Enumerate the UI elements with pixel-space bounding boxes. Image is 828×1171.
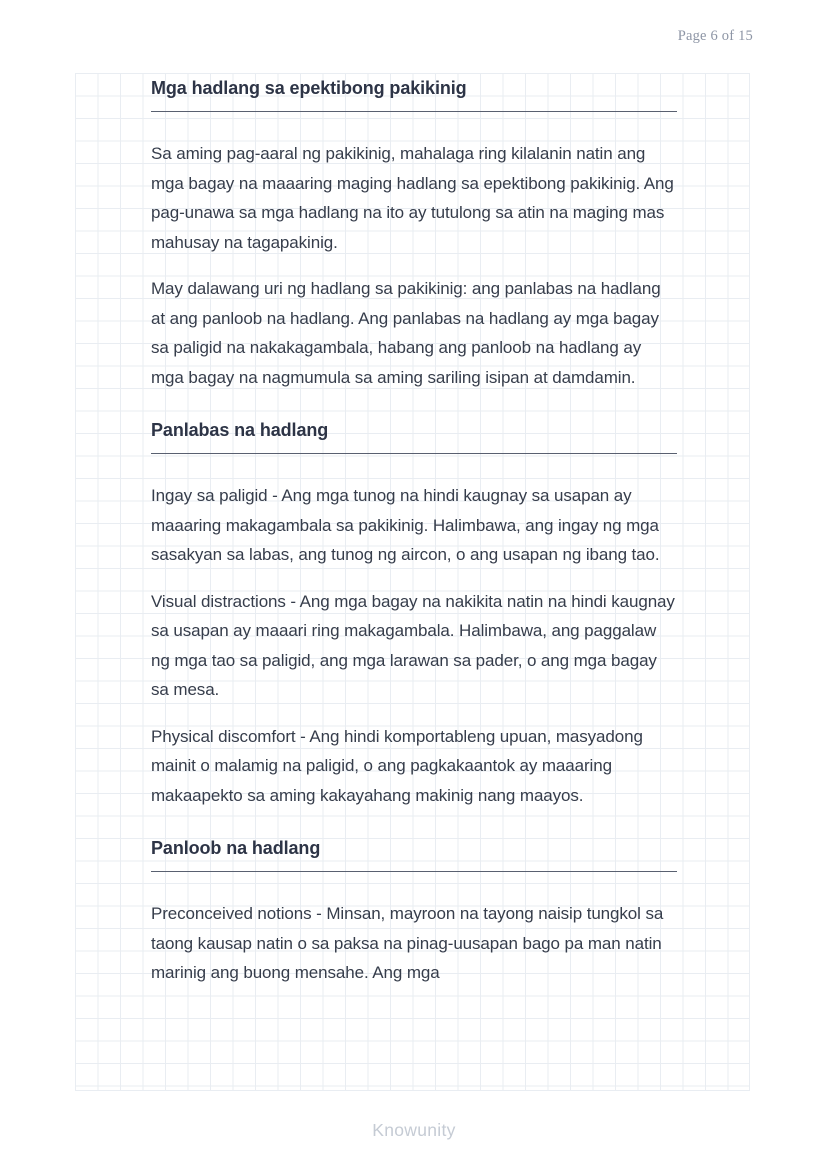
document-section-1: [151, 77, 677, 392]
section-heading: Panloob na hadlang: [151, 838, 321, 858]
heading-underline: [151, 111, 677, 112]
document-section-2: [151, 419, 677, 810]
heading-underline: [151, 453, 677, 454]
notebook-sheet: [75, 73, 750, 1091]
heading-underline: [151, 871, 677, 872]
knowunity-watermark: Knowunity: [372, 1120, 456, 1140]
body-paragraph: Sa aming pag-aaral ng pakikinig, mahalaga ring kilalanin natin ang mga bagay na maaaring maging hadlang sa epektibong pakikinig. Ang pag-unawa sa mga hadlang na ito ay tutulong sa atin na maging mas mahusay na tagapakinig.: [151, 144, 674, 252]
body-paragraph: May dalawang uri ng hadlang sa pakikinig: ang panlabas na hadlang at ang panloob na hadlang. Ang panlabas na hadlang ay mga bagay sa paligid na nakakagambala, habang ang panloob na hadlang ay mga bagay na nagmumula sa aming sariling isipan at damdamin.: [151, 279, 661, 387]
document-section-3: [151, 837, 677, 988]
section-heading: Panlabas na hadlang: [151, 420, 329, 440]
body-paragraph: Ingay sa paligid - Ang mga tunog na hindi kaugnay sa usapan ay maaaring makagambala sa pakikinig. Halimbawa, ang ingay ng mga sasakyan sa labas, ang tunog ng aircon, o ang usapan ng ibang tao.: [151, 486, 660, 564]
body-paragraph: Preconceived notions - Minsan, mayroon na tayong naisip tungkol sa taong kausap natin o sa paksa na pinag-uusapan bago pa man natin marinig ang buong mensahe. Ang mga: [151, 904, 664, 982]
section-heading: Mga hadlang sa epektibong pakikinig: [151, 78, 467, 98]
body-paragraph: Visual distractions - Ang mga bagay na nakikita natin na hindi kaugnay sa usapan ay maaari ring makagambala. Halimbawa, ang paggalaw ng mga tao sa paligid, ang mga larawan sa pader, o ang mga bagay sa mesa.: [151, 591, 675, 699]
body-paragraph: Physical discomfort - Ang hindi komportableng upuan, masyadong mainit o malamig na paligid, o ang pagkakaantok ay maaaring makaapekto sa aming kakayahang makinig nang maayos.: [151, 726, 643, 805]
page-indicator: Page 6 of 15: [677, 28, 753, 44]
